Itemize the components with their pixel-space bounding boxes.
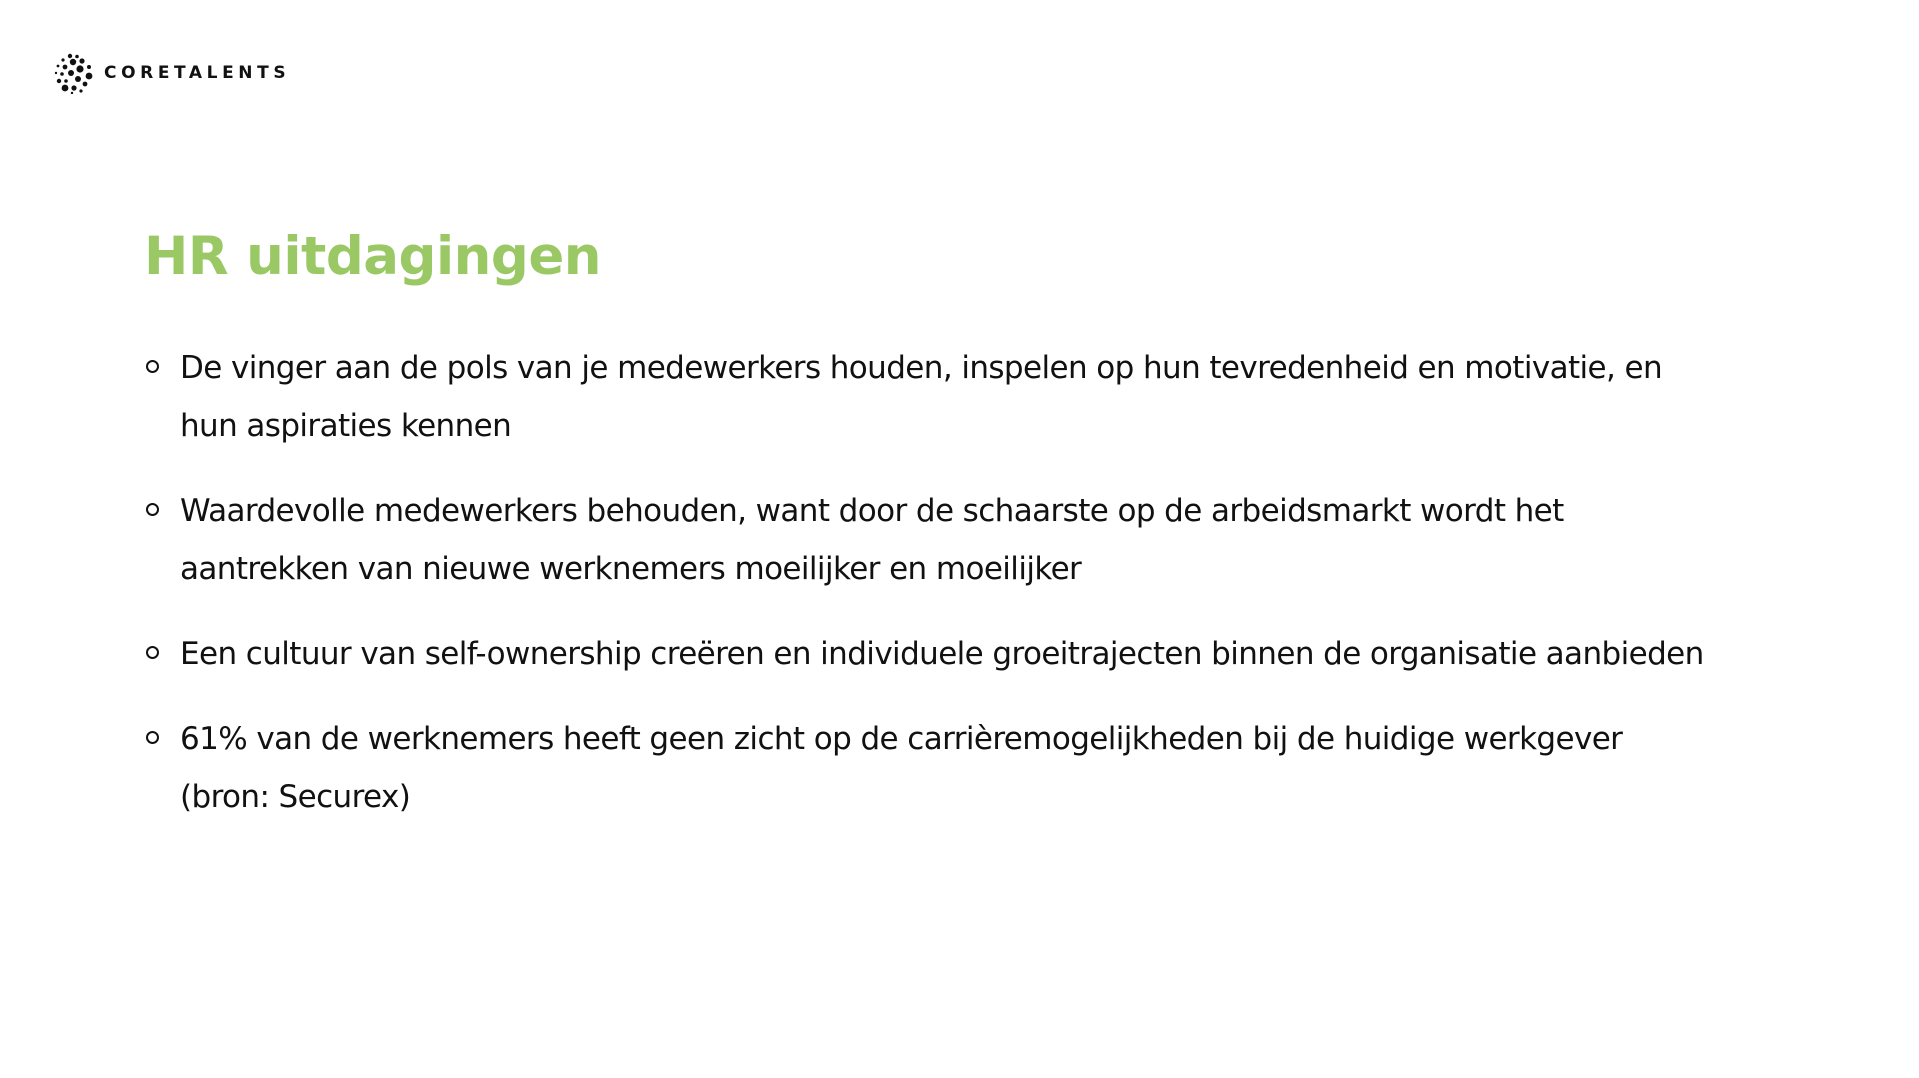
brand-logo [52, 52, 290, 94]
hollow-circle-bullet-icon [146, 503, 159, 516]
bullet-item [144, 710, 1704, 826]
hollow-circle-bullet-icon [146, 646, 159, 659]
hollow-circle-bullet-icon [146, 360, 159, 373]
hollow-circle-bullet-icon [146, 731, 159, 744]
bullet-list [144, 339, 1704, 853]
bullet-item [144, 482, 1704, 598]
dot-cluster-logo-icon [52, 52, 94, 94]
slide-title: HR uitdagingen [144, 226, 602, 287]
brand-name: CORETALENTS [104, 63, 291, 83]
bullet-item [144, 339, 1704, 455]
bullet-text: De vinger aan de pols van je medewerkers houden, inspelen op hun tevredenheid en motivatie, en hun aspiraties kennen [180, 350, 1663, 444]
bullet-text: Een cultuur van self-ownership creëren en individuele groeitrajecten binnen de organisatie aanbieden [180, 636, 1704, 672]
bullet-text: Waardevolle medewerkers behouden, want door de schaarste op de arbeidsmarkt wordt het aantrekken van nieuwe werknemers moeilijker en moeilijker [180, 493, 1564, 587]
bullet-item [144, 625, 1704, 683]
bullet-text: 61% van de werknemers heeft geen zicht op de carrièremogelijkheden bij de huidige werkgever (bron: Securex) [180, 721, 1623, 815]
